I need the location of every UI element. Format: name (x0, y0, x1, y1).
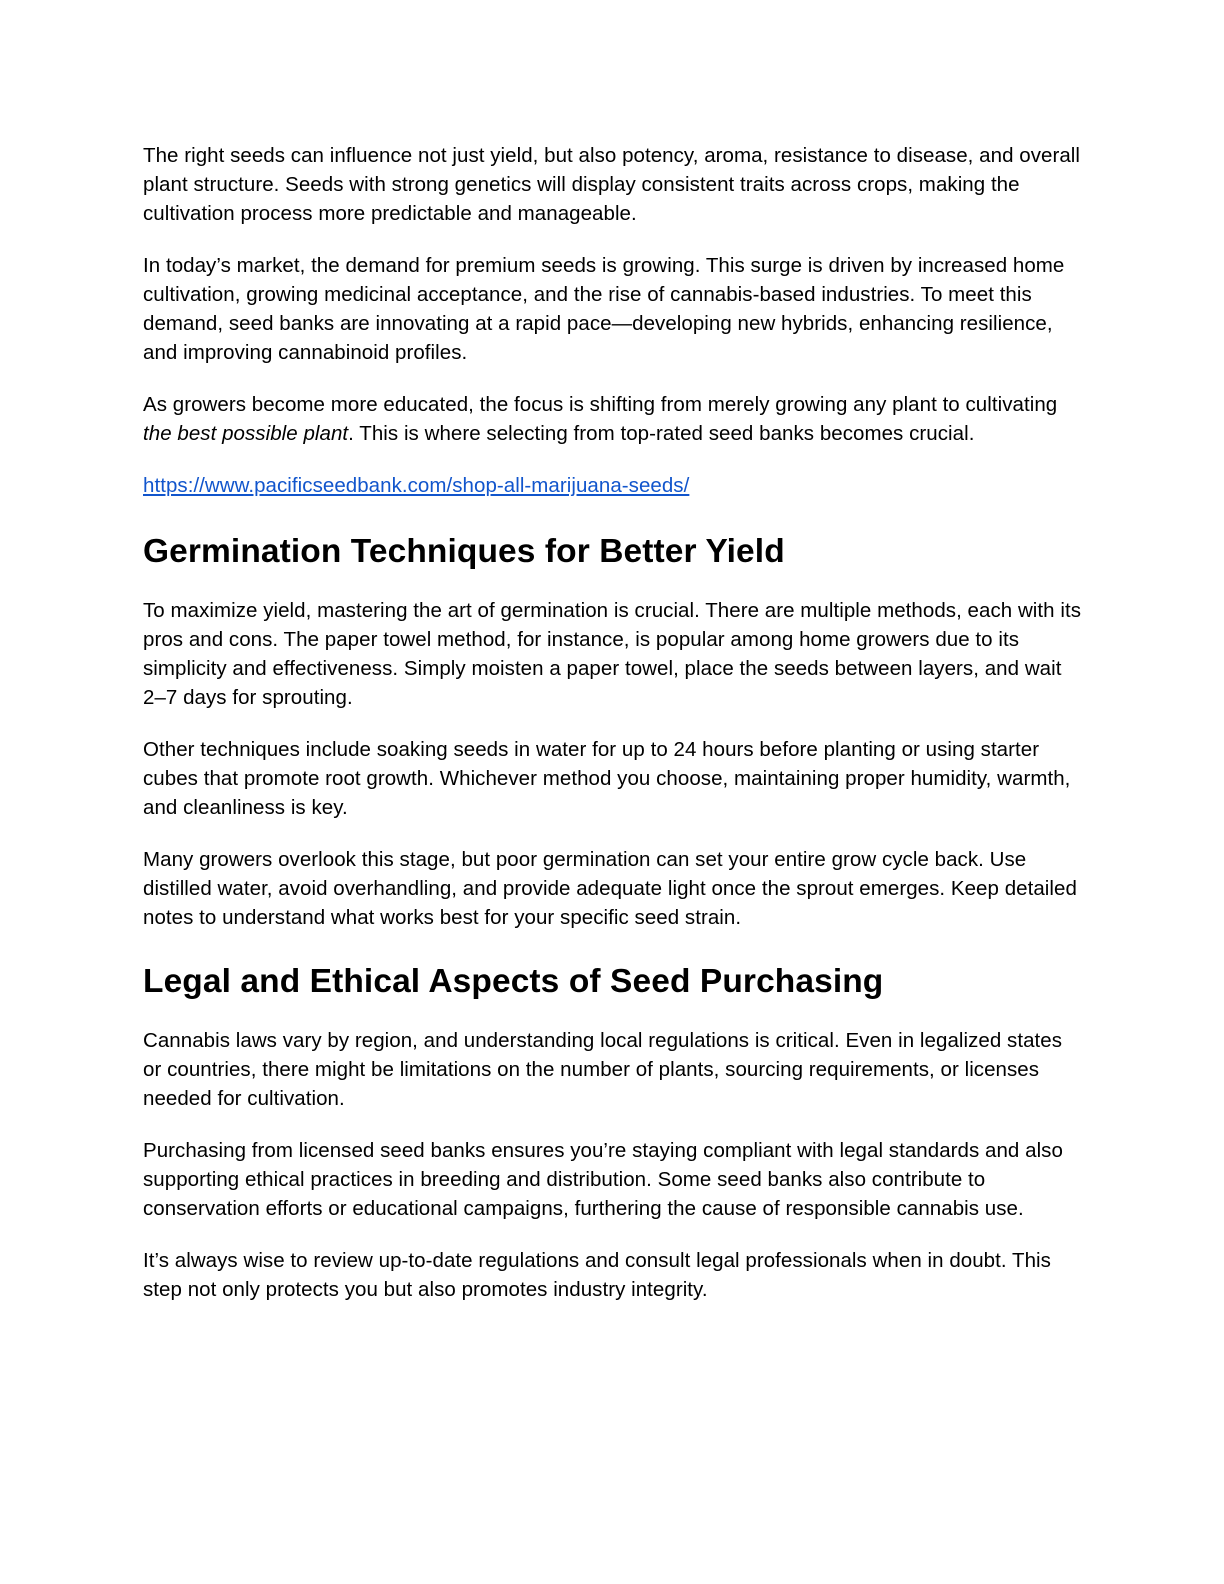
emphasis-text: the best possible plant (143, 422, 349, 445)
legal-paragraph-3: It’s always wise to review up-to-date regulations and consult legal professionals when in doubt. This step not only protects you but also promotes industry integrity. (143, 1249, 1051, 1301)
germination-paragraph-3: Many growers overlook this stage, but poor germination can set your entire grow cycle back. Use distilled water, avoid overhandling, and provide adequate light once the sprout emerges. Keep detailed notes to understand what works best for your specific seed strain. (143, 848, 1077, 929)
intro-paragraph-3-start: As growers become more educated, the focus is shifting from merely growing any plant to cultivating (143, 393, 1058, 416)
document-page (143, 141, 1083, 1327)
legal-heading: Legal and Ethical Aspects of Seed Purchasing (143, 963, 884, 1000)
germination-paragraph-1: To maximize yield, mastering the art of germination is crucial. There are multiple methods, each with its pros and cons. The paper towel method, for instance, is popular among home growers due to its simplicity and effectiveness. Simply moisten a paper towel, place the seeds between layers, and wait 2–7 days for sprouting. (143, 599, 1082, 709)
intro-paragraph-3 (143, 390, 1083, 448)
germination-paragraph-2: Other techniques include soaking seeds in water for up to 24 hours before planting or using starter cubes that promote root growth. Whichever method you choose, maintaining proper humidity, warmth, and cleanliness is key. (143, 738, 1071, 819)
germination-heading: Germination Techniques for Better Yield (143, 533, 785, 570)
legal-paragraph-1: Cannabis laws vary by region, and understanding local regulations is critical. Even in legalized states or countries, there might be limitations on the number of plants, sourcing requirements, or licenses needed for cultivation. (143, 1029, 1063, 1110)
intro-paragraph-1: The right seeds can influence not just yield, but also potency, aroma, resistance to disease, and overall plant structure. Seeds with strong genetics will display consistent traits across crops, making the cultivation process more predictable and manageable. (143, 144, 1081, 225)
intro-paragraph-2: In today’s market, the demand for premium seeds is growing. This surge is driven by increased home cultivation, growing medicinal acceptance, and the rise of cannabis-based industries. To meet this demand, seed banks are innovating at a rapid pace—developing new hybrids, enhancing resilience, and improving cannabinoid profiles. (143, 254, 1065, 364)
seed-shop-link[interactable]: https://www.pacificseedbank.com/shop-all-marijuana-seeds/ (143, 474, 690, 497)
link-paragraph (143, 471, 1083, 500)
intro-paragraph-3-end: . This is where selecting from top-rated seed banks becomes crucial. (348, 422, 975, 445)
legal-paragraph-2: Purchasing from licensed seed banks ensures you’re staying compliant with legal standards and also supporting ethical practices in breeding and distribution. Some seed banks also contribute to conservation efforts or educational campaigns, furthering the cause of responsible cannabis use. (143, 1139, 1063, 1220)
